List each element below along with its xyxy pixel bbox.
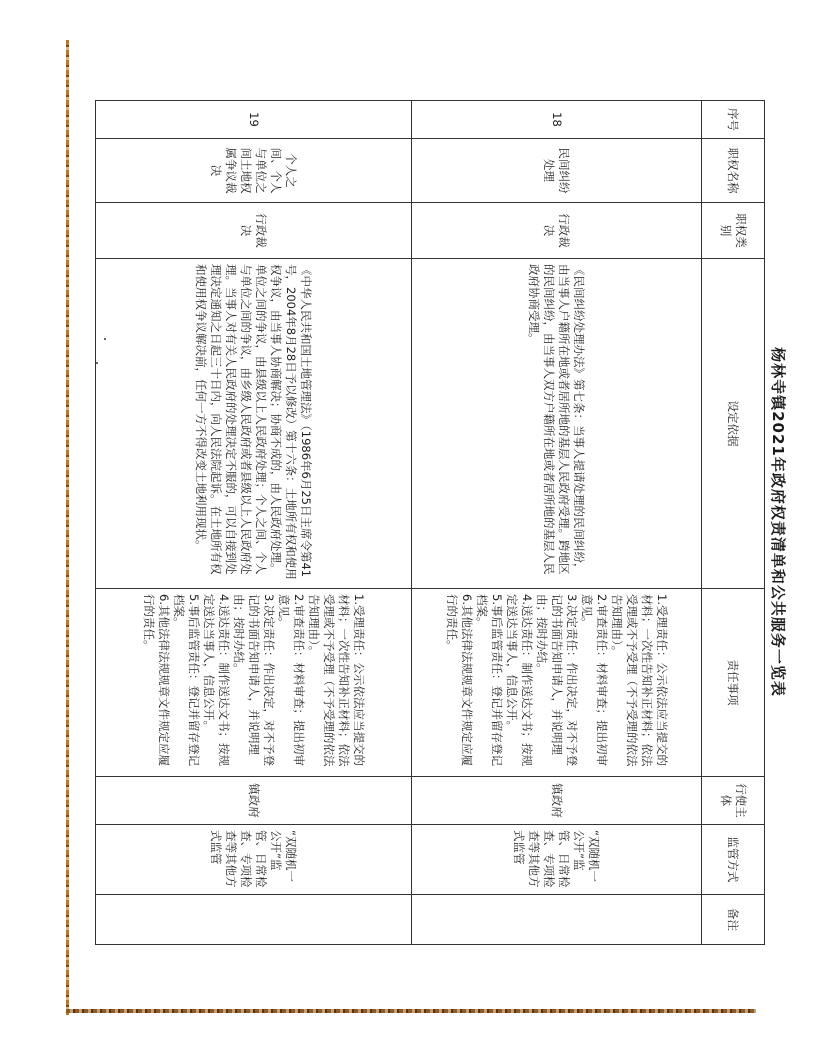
supervision-method: “双随机一公开”监管、日常检查、专项检查等其他方式监管 <box>412 825 702 895</box>
header-cell: 监管方式 <box>702 825 765 895</box>
document-title: 杨林寺镇2021年政府权责清单和公共服务一览表 <box>769 347 787 697</box>
header-cell: 责任事项 <box>702 589 765 777</box>
legal-basis: 《民间纠纷处理办法》第七条：当事人提请处理的民间纠纷，由当事人户籍所在地或者居所地的基层人民政府受理。跨地区的民间纠纷，由当事人双方户籍所在地或者居所地的基层人民政府协商受理。 <box>412 259 702 589</box>
header-cell: 序号 <box>702 101 765 139</box>
legal-basis: 《中华人民共和国土地管理法》（1986年6月25日主席令第41号，2004年8月28日予以修改）第十六条：土地所有权和使用权争议，由当事人协商解决；协商不成的，由人民政府处理。单位之间的争议，由县级以上人民政府处理；个人之间、个人与单位之间的争议，由乡级人民政府或者县级以上人民政府处理。当事人对有关人民政府的处理决定不服的，可以自接到处理决定通知之日起三十日内，向人民法院起诉。在土地所有权和使用权争议解决前，任何一方不得改变土地利用现状。 <box>96 259 412 589</box>
power-category: 行政裁决 <box>96 203 412 259</box>
header-cell: 职权类别 <box>702 203 765 259</box>
header-cell: 行使主体 <box>702 777 765 825</box>
remark <box>412 895 702 945</box>
power-name: 民间纠纷处理 <box>412 139 702 203</box>
remark <box>96 895 412 945</box>
table-header-row <box>702 101 765 945</box>
header-cell: 设定依据 <box>702 259 765 589</box>
power-category: 行政裁决 <box>412 203 702 259</box>
executing-subject: 镇政府 <box>412 777 702 825</box>
scan-bottom-edge <box>66 1009 756 1013</box>
header-cell: 职权名称 <box>702 139 765 203</box>
power-name: 个人之间、个人与单位之间土地权属争议裁决 <box>96 139 412 203</box>
row-number: 19 <box>96 101 412 139</box>
supervision-method: “双随机一公开”监管、日常检查、专项检查等其他方式监管 <box>96 825 412 895</box>
row-number: 18 <box>412 101 702 139</box>
responsibility-items: 1.受理责任：公示依法应当提交的材料；一次性告知补正材料；依法受理或不予受理（不予受理的依法告知理由）。 2.审查责任：材料审查；提出初审意见。 3.决定责任：作出决定，对不予登记的书面告知申请人，并说明理由；按时办结。 4.送达责任：制作送达文书；按规定送达当事人，信息公开。 5.事后监管责任：登记并留存登记档案。 6.其他法律法规规章文件规定应履行的责任。 <box>96 589 412 777</box>
responsibility-table <box>95 100 765 945</box>
header-cell: 备注 <box>702 895 765 945</box>
table-row <box>412 101 702 945</box>
responsibility-items: 1.受理责任：公示依法应当提交的材料；一次性告知补正材料；依法受理或不予受理（不予受理的依法告知理由）。 2.审查责任：材料审查；提出初审意见。 3.决定责任：作出决定，对不予登记的书面告知申请人，并说明理由；按时办结。 4.送达责任：制作送达文书；按规定送达当事人，信息公开。 5.事后监管责任：登记并留存登记档案。 6.其他法律法规规章文件规定应履行的责任。 <box>412 589 702 777</box>
scan-left-edge <box>66 40 69 1015</box>
document-sheet <box>95 100 815 944</box>
executing-subject: 镇政府 <box>96 777 412 825</box>
rotated-page <box>95 100 815 944</box>
table-row <box>96 101 412 945</box>
